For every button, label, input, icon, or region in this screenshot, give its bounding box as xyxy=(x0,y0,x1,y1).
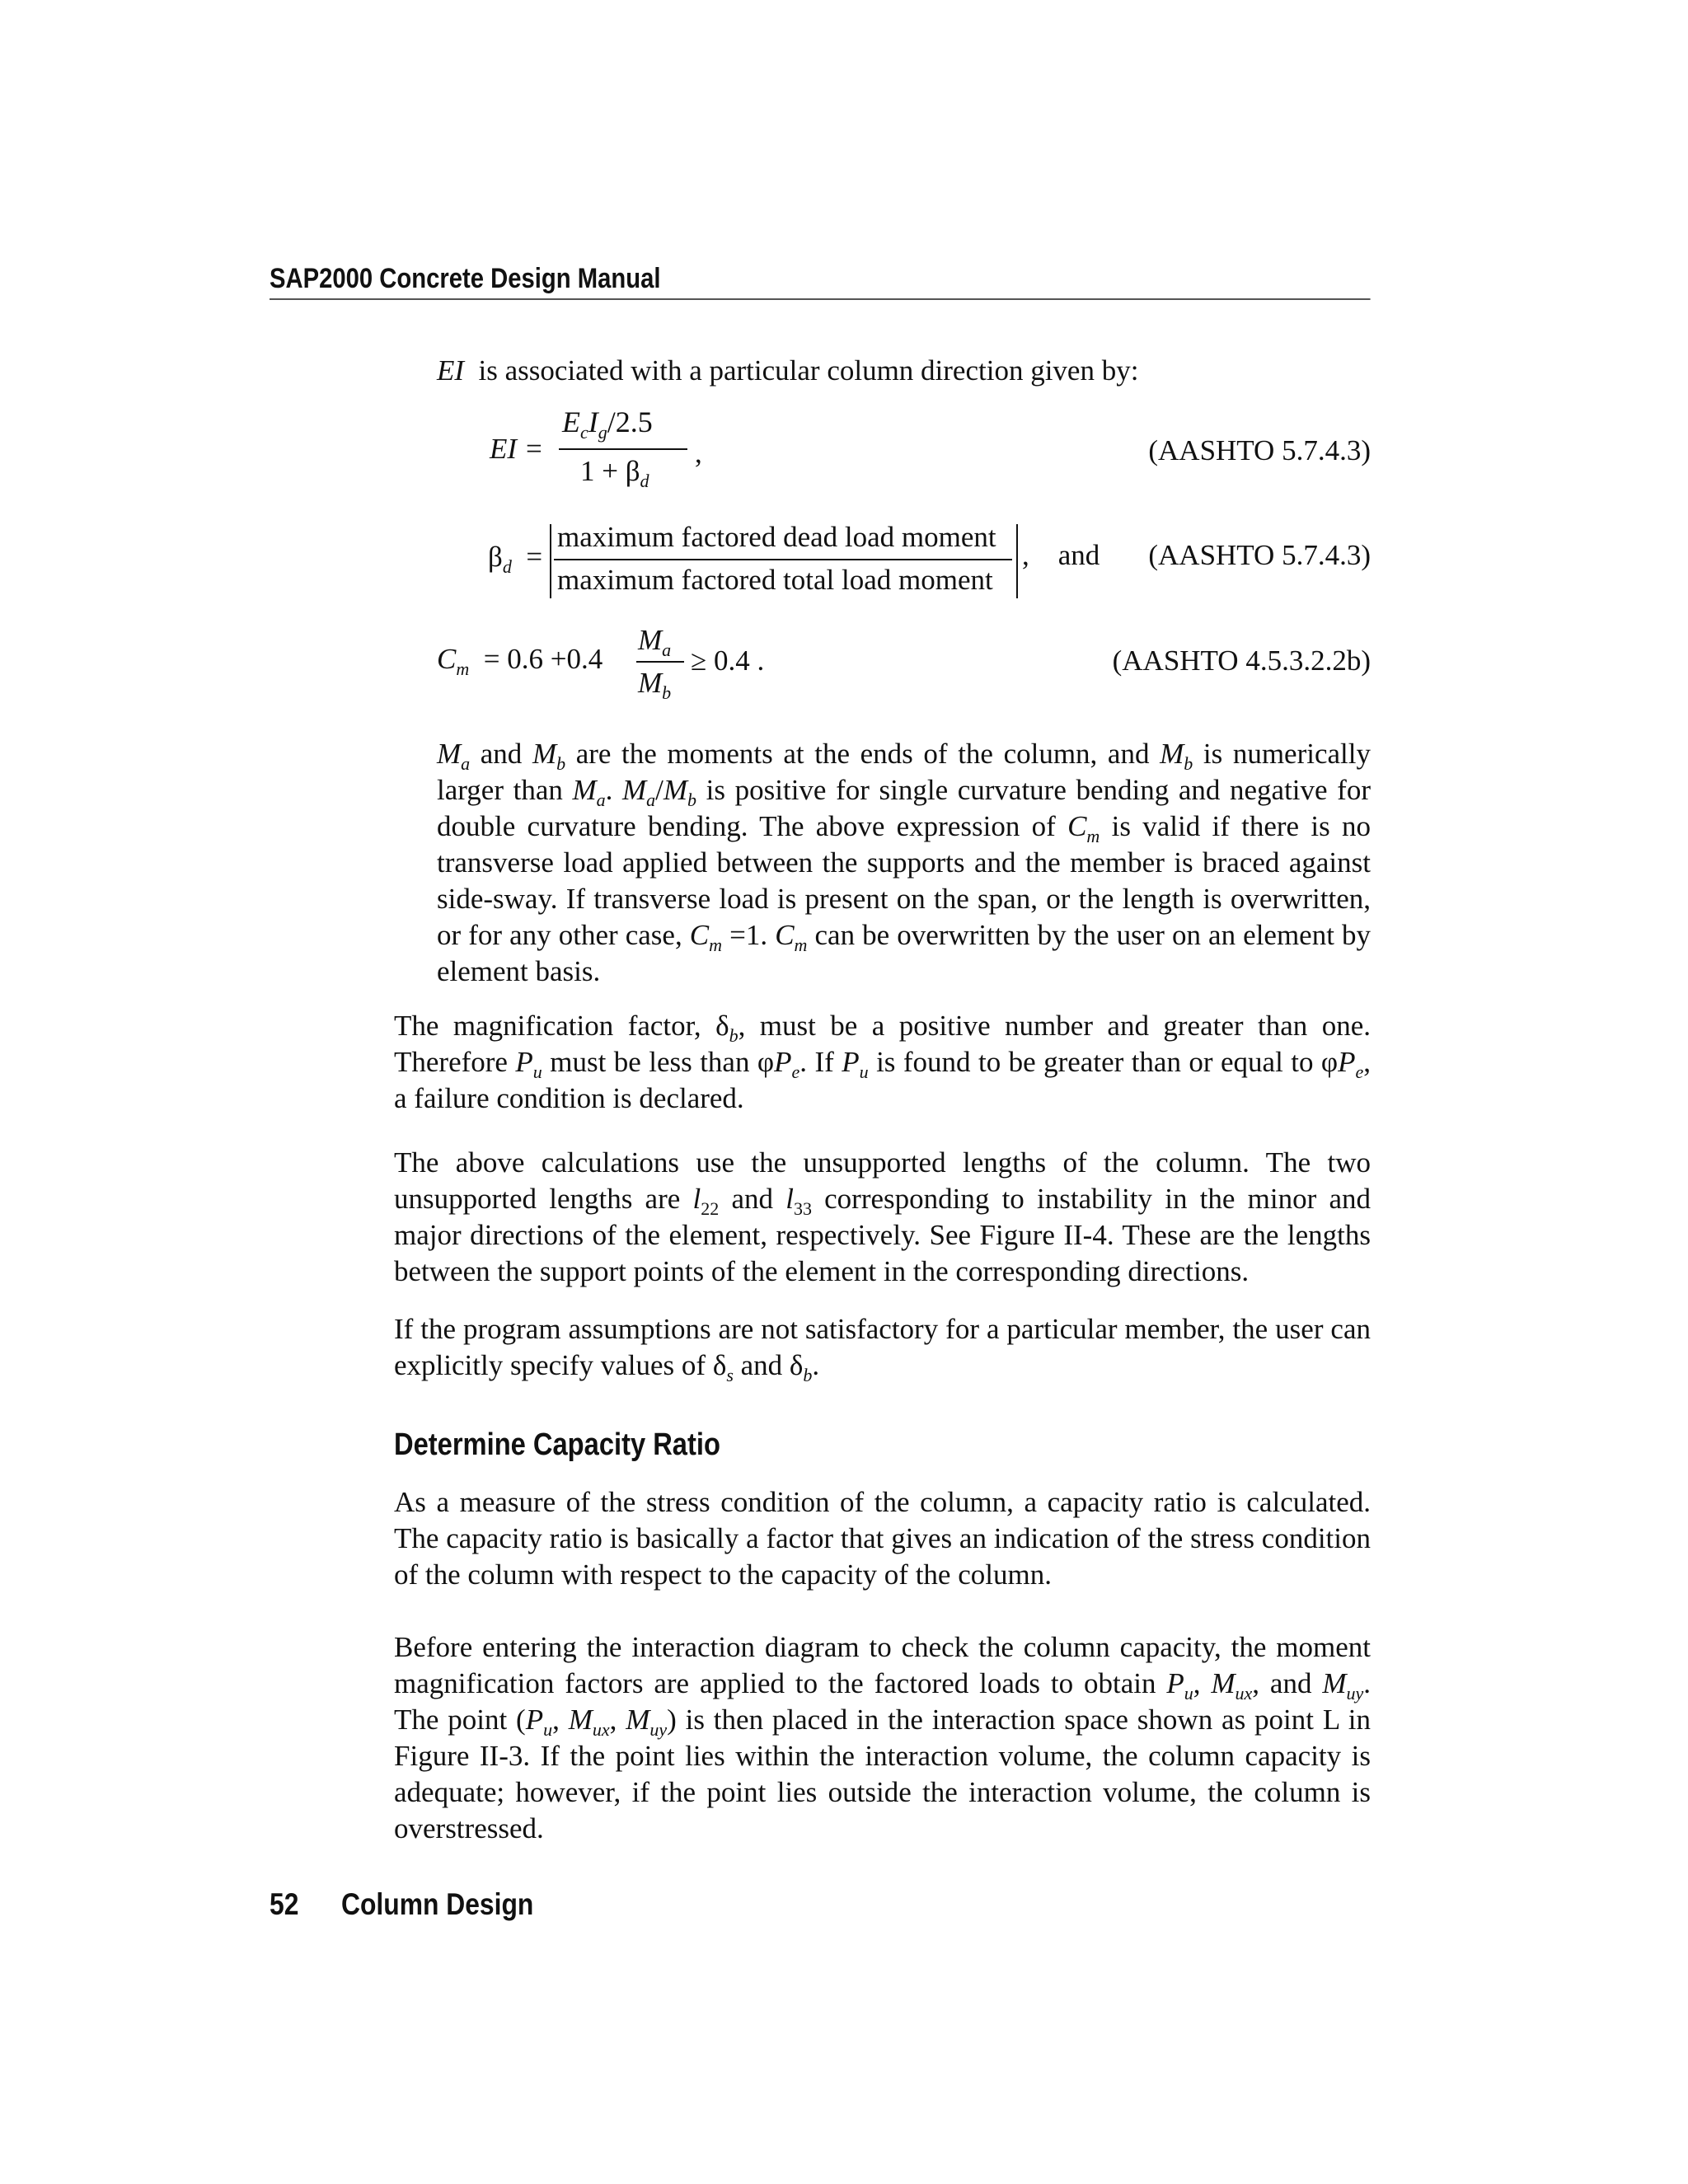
paragraph-magnification: The magnification factor, $\delta_b$, must be a positive number and greater than one. Therefore $P_u$ must be less than $\varphi P_e$. If $P_u$ is found to be greater than or equal to $\varphi P_e$, a failure condition is declared. xyxy=(394,1010,1372,1114)
paragraph-unsupported-lengths: The above calculations use the unsupported lengths of the column. The two unsupported lengths are $l_{22}$ and $l_{33}$ corresponding to instability in the minor and major directions of the element, respectively. See Figure II-4. These are the lengths between the support points of the element in the corresponding directions. xyxy=(394,1146,1371,1287)
intro-line xyxy=(437,353,1371,389)
paragraph-assumptions: If the program assumptions are not satisfactory for a particular member, the user can explicitly specify values of $\delta_s$ and $\delta_b$. xyxy=(394,1313,1371,1385)
intro-symbol: EI xyxy=(437,354,465,387)
eq3-fraction: $M_a$ $M_b$ xyxy=(636,622,684,705)
eq2-denominator: maximum factored total load moment xyxy=(557,564,993,596)
eq2-fraction xyxy=(554,519,1012,602)
page-number: 52 xyxy=(270,1887,299,1921)
eq2-lhs: β xyxy=(488,541,503,573)
eq3-lhs: C xyxy=(437,643,457,675)
page-footer xyxy=(270,1887,533,1922)
footer-section: Column Design xyxy=(340,1887,534,1921)
eq2-numerator: maximum factored dead load moment xyxy=(557,521,996,553)
eq2-reference: (AASHTO 5.7.4.3) xyxy=(1148,539,1371,571)
paragraph-interaction-check: Before entering the interaction diagram to check the column capacity, the moment magnification factors are applied to the factored loads to obtain $P_u$, $M_{ux}$, and $M_{uy}$. The point ($P_u$, $M_{ux}$, $M_{uy}$) is then placed in the interaction space shown as point L in Figure II-3. If the point lies within the interaction volume, the column capacity is adequate; however, if the point lies outside the interaction volume, the column is overstressed. xyxy=(394,1631,1372,1844)
eq3-reference: (AASHTO 4.5.3.2.2b) xyxy=(1112,644,1371,677)
running-header xyxy=(270,262,1371,300)
eq1-lhs: EI = xyxy=(490,433,544,465)
paragraph-moments: $M_a$ and $M_b$ are the moments at the ends of the column, and $M_b$ is numerically larger than $M_a$. $M_a/M_b$ is positive for single curvature bending and negative for double curvature bending. The above expression of $C_m$ is valid if there is no transverse load applied between the supports and the member is braced against side-sway. If transverse load is present on the span, or the length is overwritten, or for any other case, $C_m =1$. $C_m$ can be overwritten by the user on an element by element basis. xyxy=(437,738,1372,987)
paragraph-capacity-ratio: As a measure of the stress condition of the column, a capacity ratio is calculated. The capacity ratio is basically a factor that gives an indication of the stress condition of the column with respect to the capacity of the column. xyxy=(394,1486,1371,1591)
header-title: SAP2000 Concrete Design Manual xyxy=(270,263,661,294)
section-heading: Determine Capacity Ratio xyxy=(394,1427,720,1462)
intro-text: is associated with a particular column direction given by: xyxy=(478,354,1139,387)
eq1-reference: (AASHTO 5.7.4.3) xyxy=(1148,434,1371,466)
eq1-fraction: $E_cI_g/2.5$ $1 + \beta_d$ xyxy=(559,404,687,494)
